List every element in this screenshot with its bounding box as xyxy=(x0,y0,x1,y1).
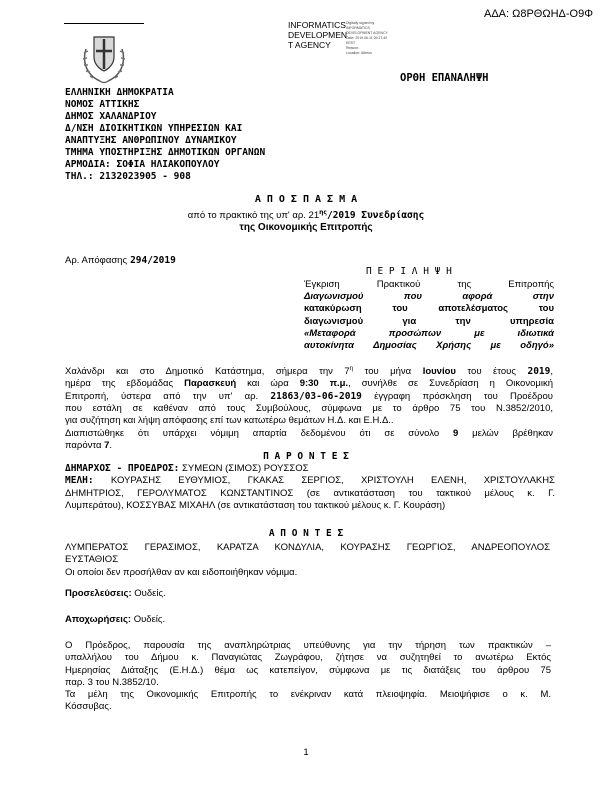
header-line: Δ/ΝΣΗ ΔΙΟΙΚΗΤΙΚΩΝ ΥΠΗΡΕΣΙΩΝ ΚΑΙ xyxy=(65,123,243,134)
header-block xyxy=(65,87,265,183)
greek-emblem-icon xyxy=(78,27,130,87)
absent-list: ΛΥΜΠΕΡΑΤΟΣ ΓΕΡΑΣΙΜΟΣ, ΚΑΡΑΤΖΑ ΚΟΝΔΥΛΙΑ, ΚΟΥΡΑΣΗΣ ΓΕΩΡΓΙΟΣ, ΑΝΔΡΕΟΠΟΥΛΟΣ ΕΥΣΤΑΘΙΟΣ Οι οποίοι δεν προσήλθαν αν και ειδοποιήθηκαν νόμιμα. xyxy=(65,542,550,578)
agency-line-3: T AGENCY xyxy=(288,40,331,50)
signature-stamp xyxy=(288,20,398,70)
header-line: ΕΛΛΗΝΙΚΗ ΔΗΜΟΚΡΑΤΙΑ xyxy=(65,87,174,98)
header-line: ΤΗΛ.: 2132023905 - 908 xyxy=(65,171,191,182)
ada-code: ΑΔΑ: Ω8ΡΘΩΗΔ-Ο9Φ xyxy=(484,8,593,20)
header-line: ΑΝΑΠΤΥΞΗΣ ΑΝΘΡΩΠΙΝΟΥ ΔΥΝΑΜΙΚΟΥ xyxy=(65,135,237,146)
emblem-top-rule xyxy=(64,23,144,24)
intro-paragraph: Χαλάνδρι και στο Δημοτικό Κατάστημα, σήμερα την $7^\eta$ του μήνα Ιουνίου του έτους 2019, ημέρα της εβδομάδας Παρασκευή και ώρα 9:30 π.μ., συνήλθε σε Συνεδρίαση η Οικονομική Επιτροπή, ύστερα από την υπ' αρ. 21863/03-06-2019 έγγραφη πρόσκληση του Προέδρου που εστάλη σε καθέναν από τους Συμβούλους, σύμφωνα με το άρθρο 75 του Ν.3852/2010, για συζήτηση και λήψη απόφασης επί των κατωτέρω θεμάτων Η.Δ. και Ε.Η.Δ.. Διαπιστώθηκε ότι υπάρχει νόμιμη απαρτία δεδομένου ότι σε σύνολο 9 μελών βρέθηκαν παρόντα 7. xyxy=(65,366,553,451)
departures: Αποχωρήσεις: Ουδείς. xyxy=(65,614,166,625)
present-list: ΔΗΜΑΡΧΟΣ - ΠΡΟΕΔΡΟΣ: ΣΥΜΕΩΝ (ΣΙΜΟΣ) ΡΟΥΣΣΟΣ ΜΕΛΗ: ΚΟΥΡΑΣΗΣ ΕΥΘΥΜΙΟΣ, ΓΚΑΚΑΣ ΣΕΡΓΙΟΣ, ΧΡΙΣΤΟΥΛΗ ΕΛΕΝΗ, ΧΡΙΣΤΟΥΛΑΚΗΣ ΔΗΜΗΤΡΙΟΣ, ΓΕΡΟΛΥΜΑΤΟΣ ΚΩΝΣΤΑΝΤΙΝΟΣ (σε αντικατάσταση του τακτικού μέλους κ. Γ. Λυμπεράτου), ΚΟΣΣΥΒΑΣ ΜΙΧΑΗΛ (σε αντικατάσταση του τακτικού μέλους κ. Γ. Κουράση) xyxy=(65,463,555,511)
absent-heading: Α Π Ο Ν Τ Ε Σ xyxy=(268,528,344,539)
present-heading: Π Α Ρ Ο Ν Τ Ε Σ xyxy=(263,451,349,462)
header-line: ΑΡΜΟΔΙΑ: ΣΟΦΙΑ ΗΛΙΑΚΟΠΟΥΛΟΥ xyxy=(65,159,220,170)
header-line: ΔΗΜΟΣ ΧΑΛΑΝΔΡΙΟΥ xyxy=(65,111,157,122)
extract-title: Α Π Ο Σ Π Α Σ Μ Α xyxy=(254,194,358,205)
header-line: ΤΜΗΜΑ ΥΠΟΣΤΗΡΙΞΗΣ ΔΗΜΟΤΙΚΩΝ ΟΡΓΑΝΩΝ xyxy=(65,147,266,158)
correct-repetition-label: ΟΡΘΗ ΕΠΑΝΑΛΗΨΗ xyxy=(400,72,489,84)
signature-fineprint: Digitally signed by INFORMATICS DEVELOPMENT AGENCY Date: 2019.06.11 09:17:40 EEST Reason: Location: Athens xyxy=(346,21,388,55)
emblem xyxy=(64,23,144,91)
extract-subtitle: από το πρακτικό της υπ' αρ. $21^{\eta\varsigma}/2019$ Συνεδρίασης xyxy=(187,209,425,222)
closing-paragraph: Ο Πρόεδρος, παρουσία της αναπληρώτριας υπεύθυνης για την τήρηση των πρακτικών – υπαλλήλου του Δήμου κ. Παναγιώτας Ζωγράφου, ζήτησε να συζητηθεί το ανωτέρω Εκτός Ημερησίας Διάταξης (Ε.Η.Δ.) θέμα ως κατεπείγον, σύμφωνα με τις διατάξεις του άρθρου 75 παρ. 3 του Ν.3852/10. Τα μέλη της Οικονομικής Επιτροπής το ενέκριναν κατά πλειοψηφία. Μειοψήφισε ο κ. Μ. Κόσσυβας. xyxy=(65,640,551,713)
agency-line-1: INFORMATICS xyxy=(288,20,346,30)
agency-line-2: DEVELOPMEN xyxy=(288,30,348,40)
header-line: ΝΟΜΟΣ ΑΤΤΙΚΗΣ xyxy=(65,99,140,110)
summary-heading: Π Ε Ρ Ι Λ Η Ψ Η xyxy=(366,266,452,277)
arrivals: Προσελεύσεις: Ουδείς. xyxy=(65,588,166,599)
page-number: 1 xyxy=(303,747,309,758)
summary-text: Έγκριση Πρακτικού της Επιτροπής Διαγωνισμού που αφορά στην κατακύρωση του αποτελέσματος του διαγωνισμού για την υπηρεσία «Μεταφορά προσώπων με ιδιωτικά αυτοκίνητα Δημοσίας Χρήσης με οδηγό» xyxy=(304,279,554,352)
decision-number: Αρ. Απόφασης 294/2019 xyxy=(65,255,176,266)
committee-name: της Οικονομικής Επιτροπής xyxy=(239,222,373,233)
